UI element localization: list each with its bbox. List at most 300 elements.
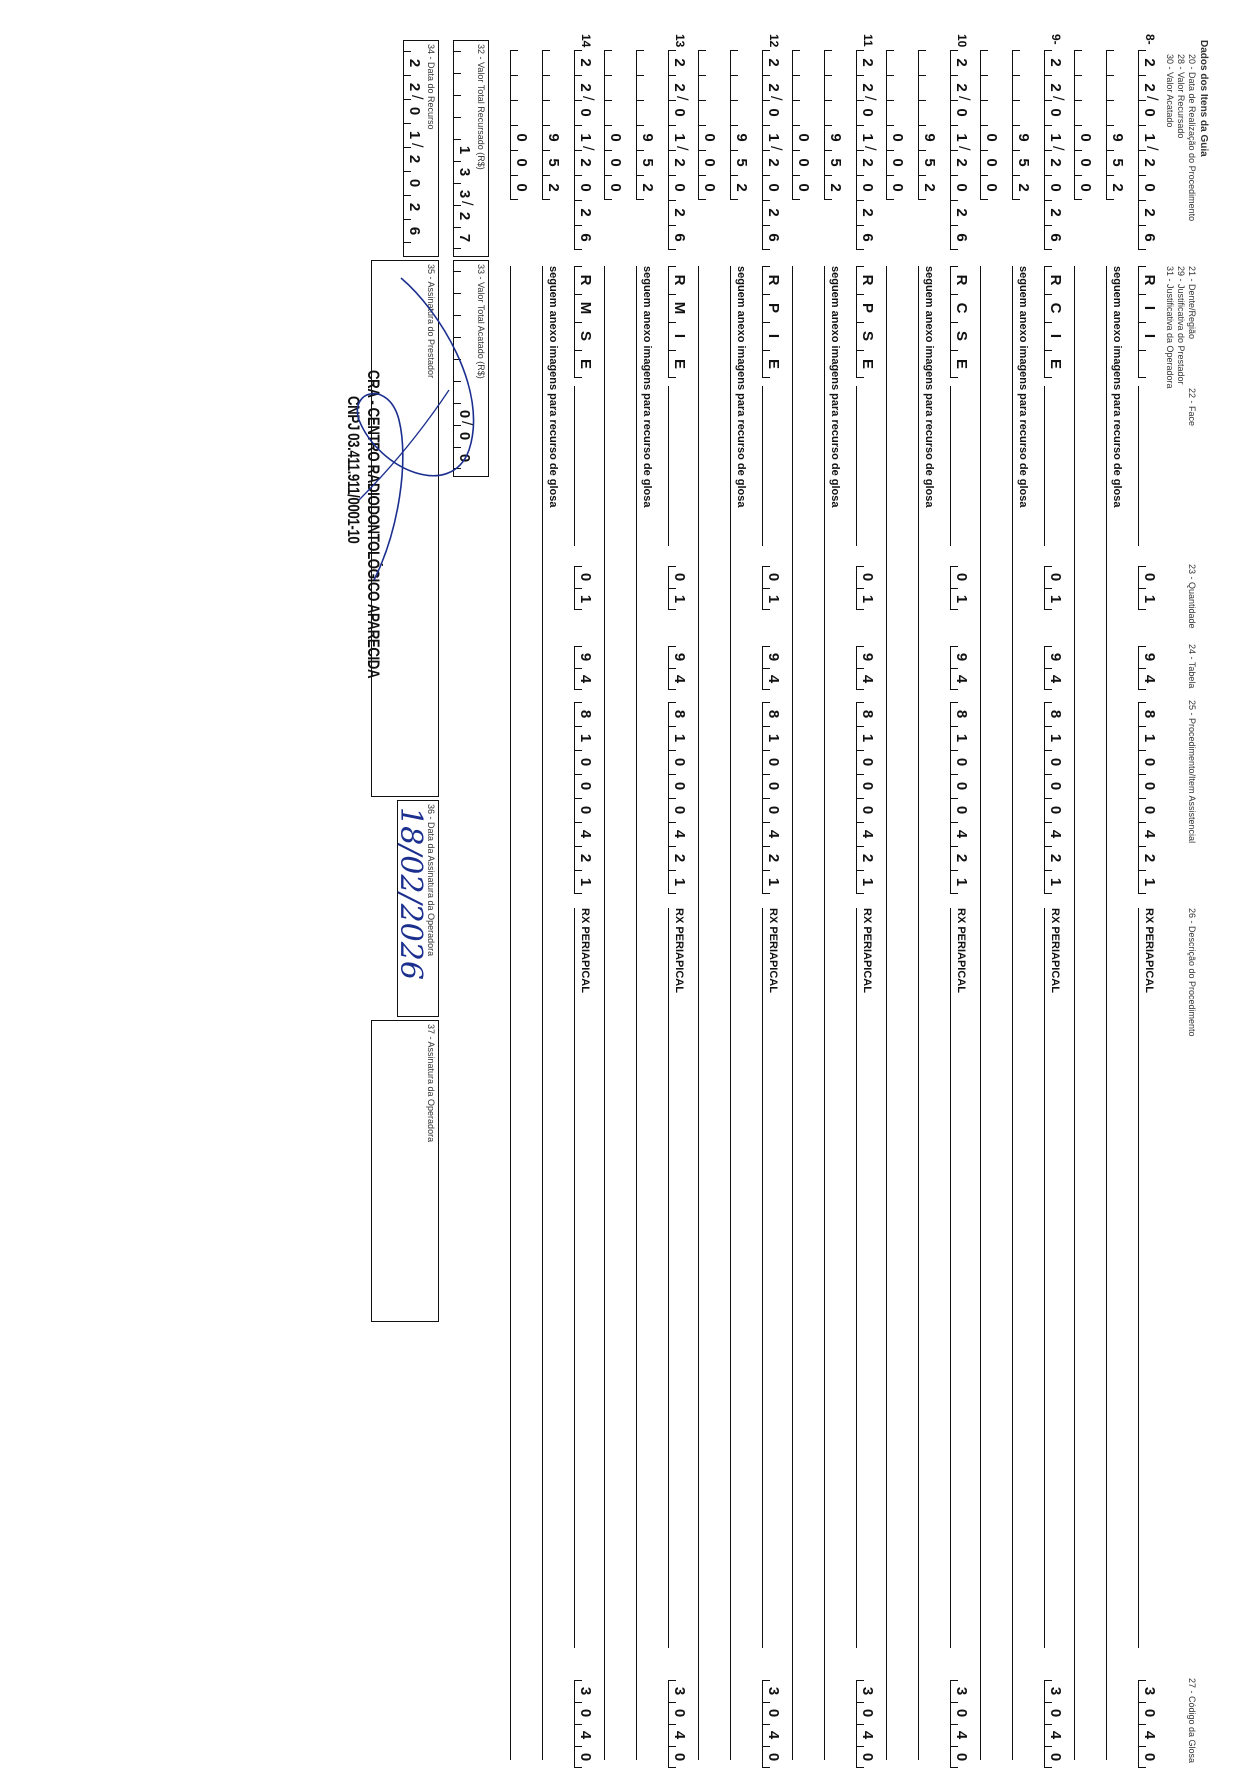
table-code[interactable] <box>762 646 785 690</box>
tooth-region-cell: C <box>951 294 971 322</box>
tooth-region-cell: S <box>951 322 971 350</box>
table-code-cell: 9 <box>669 646 689 668</box>
field-34-cell: 0 / <box>404 99 424 123</box>
valor-acatado-cell: 0 <box>605 175 625 200</box>
valor-acatado-cell: 0 <box>605 150 625 175</box>
valor-recursado[interactable] <box>918 50 941 200</box>
quantity-cell: 1 <box>763 588 783 610</box>
procedure-code-cell: 8 <box>857 702 877 726</box>
valor-acatado-cell: 0 <box>699 175 719 200</box>
procedure-date[interactable] <box>1044 50 1067 250</box>
tooth-region-cell: E <box>763 350 783 378</box>
operator-justification-line[interactable] <box>604 266 605 1760</box>
quantity-cell: 0 <box>763 566 783 588</box>
valor-recursado-cell: 9 <box>731 125 751 150</box>
procedure-code-cell: 0 <box>575 750 595 774</box>
valor-recursado-cell: 9 <box>825 125 845 150</box>
field-36-handwritten-date: 18/02/2026 <box>393 807 428 980</box>
valor-recursado-cell: 2 <box>543 175 563 200</box>
procedure-date-cell: 2 <box>1045 75 1065 100</box>
valor-recursado[interactable] <box>1106 50 1129 200</box>
procedure-date-cell: 2 <box>575 50 595 75</box>
procedure-code-cell: 1 <box>951 726 971 750</box>
procedure-date-cell: 6 <box>763 225 783 250</box>
provider-justification: seguem anexo imagens para recurso de glosa <box>1017 266 1029 508</box>
header-29: 29 - Justificativa do Prestador <box>1176 266 1186 385</box>
procedure-code-cell: 1 <box>1045 870 1065 894</box>
procedure-date-cell: 1 <box>1139 125 1159 150</box>
tooth-region-cell: I <box>763 322 783 350</box>
quantity[interactable] <box>668 566 691 610</box>
table-code-cell: 4 <box>1045 668 1065 690</box>
table-code-cell: 9 <box>1139 646 1159 668</box>
procedure-date-cell: 0 <box>1139 175 1159 200</box>
tooth-region-cell: E <box>575 350 595 378</box>
gloss-code[interactable] <box>950 1680 973 1768</box>
procedure-date-cell: 2 <box>763 75 783 100</box>
valor-acatado-cell: 0 <box>793 175 813 200</box>
operator-justification-line[interactable] <box>510 266 511 1760</box>
procedure-code-cell: 0 <box>1139 798 1159 822</box>
gloss-code[interactable] <box>1044 1680 1067 1768</box>
tooth-region-cell: R <box>951 266 971 294</box>
procedure-description: RX PERIAPICAL <box>579 908 591 993</box>
valor-recursado[interactable] <box>636 50 659 200</box>
field-32-value[interactable] <box>453 51 476 249</box>
tooth-region[interactable] <box>1138 266 1161 378</box>
procedure-code-cell: 1 <box>669 870 689 894</box>
field-37-box <box>371 1020 439 1322</box>
procedure-date-cell: 0 / <box>857 100 877 125</box>
gloss-code-cell: 4 <box>1045 1724 1065 1746</box>
description-line[interactable] <box>1138 908 1139 1648</box>
procedure-code-cell: 8 <box>1139 702 1159 726</box>
valor-acatado-cell: 0 <box>887 175 907 200</box>
procedure-code-cell: 1 <box>1139 870 1159 894</box>
valor-acatado-cell: 0 <box>511 125 531 150</box>
gloss-code[interactable] <box>762 1680 785 1768</box>
gloss-code-cell: 4 <box>1139 1724 1159 1746</box>
procedure-code-cell: 2 <box>669 846 689 870</box>
procedure-code-cell: 2 <box>575 846 595 870</box>
tooth-region-cell: R <box>763 266 783 294</box>
item-number: 11 <box>861 34 875 47</box>
provider-justification: seguem anexo imagens para recurso de glosa <box>1111 266 1123 508</box>
gloss-code-cell: 4 <box>669 1724 689 1746</box>
valor-acatado-cell: 0 <box>699 125 719 150</box>
tooth-region-cell: E <box>857 350 877 378</box>
procedure-date-cell: 2 <box>763 200 783 225</box>
tooth-region-cell: R <box>1139 266 1159 294</box>
procedure-code-cell: 8 <box>669 702 689 726</box>
description-line[interactable] <box>762 908 763 1648</box>
table-code-cell: 4 <box>575 668 595 690</box>
description-line[interactable] <box>856 908 857 1648</box>
tooth-region-cell: P <box>857 294 877 322</box>
procedure-date-cell: 2 <box>857 50 877 75</box>
procedure-code-cell: 0 <box>1045 774 1065 798</box>
procedure-description: RX PERIAPICAL <box>673 908 685 993</box>
provider-justification-line[interactable] <box>1012 266 1013 1760</box>
gloss-code-cell: 0 <box>1139 1702 1159 1724</box>
procedure-date[interactable] <box>762 50 785 250</box>
procedure-code-cell: 4 <box>1045 822 1065 846</box>
tooth-region-cell: R <box>857 266 877 294</box>
procedure-code-cell: 1 <box>857 726 877 750</box>
field-37-label: 37 - Assinatura da Operadora <box>426 1024 436 1143</box>
tooth-region-cell: I <box>1045 322 1065 350</box>
procedure-date-cell: 1 <box>857 125 877 150</box>
procedure-code[interactable] <box>1044 702 1067 894</box>
valor-acatado[interactable] <box>604 50 627 200</box>
tooth-region[interactable] <box>950 266 973 378</box>
description-line[interactable] <box>950 908 951 1648</box>
procedure-date-cell: 0 / <box>575 100 595 125</box>
valor-acatado[interactable] <box>510 50 533 200</box>
operator-justification-line[interactable] <box>980 266 981 1760</box>
tooth-region[interactable] <box>1044 266 1067 378</box>
valor-acatado[interactable] <box>886 50 909 200</box>
procedure-code[interactable] <box>574 702 597 894</box>
header-20: 20 - Data de Realização do Procedimento <box>1187 54 1197 222</box>
procedure-date-cell: 0 <box>857 175 877 200</box>
valor-recursado[interactable] <box>730 50 753 200</box>
tooth-region[interactable] <box>762 266 785 378</box>
provider-justification: seguem anexo imagens para recurso de glosa <box>923 266 935 508</box>
item-number: 13 <box>673 34 687 48</box>
field-34-cell: 1 <box>404 123 424 147</box>
procedure-code[interactable] <box>762 702 785 894</box>
field-34-box <box>403 40 439 257</box>
face-field[interactable] <box>950 386 951 546</box>
tooth-region-cell: E <box>951 350 971 378</box>
procedure-date-cell: 1 <box>951 125 971 150</box>
gloss-code-cell: 3 <box>669 1680 689 1702</box>
gloss-code-cell: 0 <box>575 1746 595 1768</box>
item-number: 8- <box>1143 34 1157 45</box>
procedure-date-cell: 2 <box>1045 50 1065 75</box>
procedure-code[interactable] <box>668 702 691 894</box>
face-field[interactable] <box>856 386 857 546</box>
procedure-date-cell: 2 <box>951 75 971 100</box>
procedure-description: RX PERIAPICAL <box>861 908 873 993</box>
header-31: 31 - Justificativa da Operadora <box>1165 266 1175 389</box>
gloss-code[interactable] <box>668 1680 691 1768</box>
valor-acatado-cell: 0 <box>887 125 907 150</box>
procedure-code-cell: 4 <box>763 822 783 846</box>
valor-recursado-cell: 5 <box>731 150 751 175</box>
quantity-cell: 0 <box>669 566 689 588</box>
face-field[interactable] <box>668 386 669 546</box>
tooth-region-cell: R <box>1045 266 1065 294</box>
provider-justification: seguem anexo imagens para recurso de glosa <box>829 266 841 508</box>
field-32-cell: 1 <box>454 139 474 161</box>
valor-acatado[interactable] <box>792 50 815 200</box>
procedure-date-cell: 0 <box>951 175 971 200</box>
valor-recursado-cell: 9 <box>919 125 939 150</box>
procedure-code-cell: 0 <box>857 750 877 774</box>
gloss-code-cell: 3 <box>763 1680 783 1702</box>
quantity[interactable] <box>950 566 973 610</box>
field-36-box <box>393 800 439 1017</box>
quantity-cell: 1 <box>575 588 595 610</box>
table-code-cell: 4 <box>1139 668 1159 690</box>
procedure-code-cell: 0 <box>1139 774 1159 798</box>
procedure-code-cell: 0 <box>951 774 971 798</box>
face-field[interactable] <box>1138 386 1139 546</box>
table-code[interactable] <box>1138 646 1161 690</box>
procedure-date[interactable] <box>574 50 597 250</box>
field-33-cell: 0 <box>454 403 474 425</box>
tooth-region-cell: R <box>575 266 595 294</box>
gloss-code-cell: 0 <box>1045 1746 1065 1768</box>
header-30: 30 - Valor Acatado <box>1165 54 1175 128</box>
procedure-date-cell: 6 <box>857 225 877 250</box>
table-code-cell: 9 <box>857 646 877 668</box>
tooth-region-cell: I <box>1139 294 1159 322</box>
table-code[interactable] <box>856 646 879 690</box>
valor-recursado[interactable] <box>824 50 847 200</box>
procedure-code[interactable] <box>856 702 879 894</box>
procedure-date-cell: 0 <box>1045 175 1065 200</box>
provider-justification-line[interactable] <box>918 266 919 1760</box>
gloss-code-cell: 0 <box>669 1702 689 1724</box>
table-code-cell: 9 <box>575 646 595 668</box>
field-32-box <box>453 40 489 257</box>
operator-justification-line[interactable] <box>792 266 793 1760</box>
procedure-date-cell: 2 <box>857 75 877 100</box>
gloss-code-cell: 3 <box>951 1680 971 1702</box>
field-34-cell: 2 <box>404 51 424 75</box>
procedure-date-cell: 0 / <box>1139 100 1159 125</box>
table-code-cell: 9 <box>951 646 971 668</box>
field-35-label: 35 - Assinatura do Prestador <box>426 264 436 379</box>
gloss-code-cell: 3 <box>575 1680 595 1702</box>
face-field[interactable] <box>574 386 575 546</box>
valor-recursado-cell: 5 <box>1013 150 1033 175</box>
procedure-date-cell: 2 <box>1139 200 1159 225</box>
quantity-cell: 1 <box>951 588 971 610</box>
valor-acatado-cell: 0 <box>793 150 813 175</box>
procedure-code[interactable] <box>950 702 973 894</box>
item-number: 14 <box>579 34 593 48</box>
procedure-code-cell: 2 <box>1045 846 1065 870</box>
procedure-code-cell: 0 <box>669 798 689 822</box>
tooth-region-cell: E <box>669 350 689 378</box>
valor-recursado[interactable] <box>542 50 565 200</box>
valor-recursado-cell: 5 <box>1107 150 1127 175</box>
quantity[interactable] <box>1138 566 1161 610</box>
valor-acatado-cell: 0 <box>605 125 625 150</box>
valor-acatado[interactable] <box>980 50 1003 200</box>
quantity[interactable] <box>856 566 879 610</box>
table-code[interactable] <box>1044 646 1067 690</box>
procedure-date[interactable] <box>1138 50 1161 250</box>
valor-acatado-cell: 0 <box>699 150 719 175</box>
procedure-date-cell: 6 <box>1045 225 1065 250</box>
face-field[interactable] <box>1044 386 1045 546</box>
description-line[interactable] <box>668 908 669 1648</box>
procedure-code-cell: 1 <box>857 870 877 894</box>
rotated-form <box>344 34 1209 1764</box>
procedure-date-cell: 2 / <box>857 150 877 175</box>
valor-acatado-cell: 0 <box>1075 125 1095 150</box>
gloss-code[interactable] <box>856 1680 879 1768</box>
procedure-code-cell: 0 <box>575 798 595 822</box>
tooth-region[interactable] <box>856 266 879 378</box>
valor-recursado-cell: 5 <box>543 150 563 175</box>
procedure-date-cell: 1 <box>575 125 595 150</box>
tooth-region-cell: C <box>1045 294 1065 322</box>
procedure-code-cell: 1 <box>575 870 595 894</box>
provider-justification-line[interactable] <box>730 266 731 1760</box>
tooth-region-cell: P <box>763 294 783 322</box>
procedure-date[interactable] <box>668 50 691 250</box>
gloss-code-cell: 0 <box>1139 1746 1159 1768</box>
procedure-code-cell: 0 <box>763 798 783 822</box>
procedure-date-cell: 2 <box>1045 200 1065 225</box>
stamp-line-2: CNPJ 03.411.911/0001-10 <box>344 396 363 544</box>
procedure-code[interactable] <box>1138 702 1161 894</box>
valor-acatado-cell: 0 <box>1075 175 1095 200</box>
field-32-cell: 7 <box>454 227 474 249</box>
procedure-code-cell: 1 <box>575 726 595 750</box>
table-code[interactable] <box>668 646 691 690</box>
procedure-date-cell: 2 <box>669 200 689 225</box>
item-number: 12 <box>767 34 781 48</box>
procedure-date-cell: 2 <box>857 200 877 225</box>
gloss-code-cell: 4 <box>575 1724 595 1746</box>
procedure-date-cell: 6 <box>669 225 689 250</box>
tooth-region-cell: E <box>1045 350 1065 378</box>
valor-acatado[interactable] <box>698 50 721 200</box>
description-line[interactable] <box>1044 908 1045 1648</box>
table-code-cell: 4 <box>669 668 689 690</box>
tooth-region-cell: S <box>857 322 877 350</box>
gloss-code[interactable] <box>574 1680 597 1768</box>
tooth-region[interactable] <box>668 266 691 378</box>
operator-justification-line[interactable] <box>698 266 699 1760</box>
face-field[interactable] <box>762 386 763 546</box>
procedure-description: RX PERIAPICAL <box>767 908 779 993</box>
procedure-code-cell: 2 <box>1139 846 1159 870</box>
field-34-cell: 2 <box>404 75 424 99</box>
quantity-cell: 1 <box>1139 588 1159 610</box>
quantity-cell: 1 <box>669 588 689 610</box>
table-code-cell: 9 <box>763 646 783 668</box>
provider-justification-line[interactable] <box>636 266 637 1760</box>
valor-recursado-cell: 2 <box>637 175 657 200</box>
procedure-code-cell: 0 <box>951 750 971 774</box>
provider-justification-line[interactable] <box>824 266 825 1760</box>
provider-justification-line[interactable] <box>542 266 543 1760</box>
procedure-code-cell: 1 <box>763 870 783 894</box>
procedure-date-cell: 2 <box>951 200 971 225</box>
procedure-code-cell: 0 <box>857 798 877 822</box>
provider-justification-line[interactable] <box>1106 266 1107 1760</box>
operator-justification-line[interactable] <box>1074 266 1075 1760</box>
gloss-code-cell: 4 <box>857 1724 877 1746</box>
gloss-code-cell: 0 <box>1045 1702 1065 1724</box>
quantity-cell: 0 <box>857 566 877 588</box>
tooth-region-cell: R <box>669 266 689 294</box>
procedure-description: RX PERIAPICAL <box>1143 908 1155 993</box>
procedure-code-cell: 4 <box>951 822 971 846</box>
procedure-code-cell: 0 <box>951 798 971 822</box>
valor-acatado-cell: 0 <box>511 150 531 175</box>
procedure-date-cell: 2 <box>763 50 783 75</box>
procedure-code-cell: 1 <box>951 870 971 894</box>
valor-recursado-cell: 5 <box>919 150 939 175</box>
procedure-code-cell: 0 <box>763 774 783 798</box>
gloss-code[interactable] <box>1138 1680 1161 1768</box>
quantity[interactable] <box>762 566 785 610</box>
procedure-code-cell: 0 <box>857 774 877 798</box>
description-line[interactable] <box>574 908 575 1648</box>
gloss-code-cell: 3 <box>1045 1680 1065 1702</box>
field-32-cell: 3 <box>454 161 474 183</box>
field-32-label: 32 - Valor Total Recursado (R$) <box>476 44 486 170</box>
field-34-cell: 2 / <box>404 147 424 171</box>
gloss-code-cell: 3 <box>857 1680 877 1702</box>
tooth-region-cell: I <box>1139 322 1159 350</box>
valor-recursado[interactable] <box>1012 50 1035 200</box>
quantity-cell: 0 <box>1045 566 1065 588</box>
section-title: Dados dos Itens da Guia <box>1198 40 1209 157</box>
procedure-code-cell: 2 <box>951 846 971 870</box>
procedure-date[interactable] <box>950 50 973 250</box>
procedure-date-cell: 2 <box>669 50 689 75</box>
gloss-code-cell: 0 <box>763 1702 783 1724</box>
table-code[interactable] <box>950 646 973 690</box>
gloss-code-cell: 4 <box>951 1724 971 1746</box>
procedure-code-cell: 8 <box>1045 702 1065 726</box>
quantity[interactable] <box>1044 566 1067 610</box>
procedure-code-cell: 0 <box>575 774 595 798</box>
valor-acatado-cell: 0 <box>511 175 531 200</box>
field-34-label: 34 - Data do Recurso <box>426 44 436 130</box>
procedure-code-cell: 1 <box>669 726 689 750</box>
procedure-description: RX PERIAPICAL <box>955 908 967 993</box>
field-34-value[interactable] <box>403 51 426 243</box>
procedure-date[interactable] <box>856 50 879 250</box>
valor-acatado[interactable] <box>1074 50 1097 200</box>
valor-recursado-cell: 2 <box>1107 175 1127 200</box>
stamp-line-1: CRA - CENTRO RADIODONTOLÓGICO APARECIDA <box>364 370 383 679</box>
gloss-code-cell: 4 <box>763 1724 783 1746</box>
operator-justification-line[interactable] <box>886 266 887 1760</box>
procedure-date-cell: 6 <box>951 225 971 250</box>
procedure-code-cell: 8 <box>763 702 783 726</box>
valor-recursado-cell: 9 <box>543 125 563 150</box>
procedure-date-cell: 2 / <box>669 150 689 175</box>
procedure-code-cell: 0 <box>763 750 783 774</box>
quantity[interactable] <box>574 566 597 610</box>
procedure-date-cell: 2 <box>1139 50 1159 75</box>
valor-acatado-cell: 0 <box>793 125 813 150</box>
procedure-date-cell: 0 / <box>763 100 783 125</box>
table-code-cell: 9 <box>1045 646 1065 668</box>
valor-recursado-cell: 5 <box>825 150 845 175</box>
header-22: 22 - Face <box>1187 388 1197 427</box>
tooth-region[interactable] <box>574 266 597 378</box>
table-code[interactable] <box>574 646 597 690</box>
procedure-date-cell: 2 / <box>1045 150 1065 175</box>
procedure-date-cell: 2 / <box>1139 150 1159 175</box>
procedure-date-cell: 2 / <box>951 150 971 175</box>
gloss-code-cell: 0 <box>763 1746 783 1768</box>
tooth-region-cell: M <box>575 294 595 322</box>
